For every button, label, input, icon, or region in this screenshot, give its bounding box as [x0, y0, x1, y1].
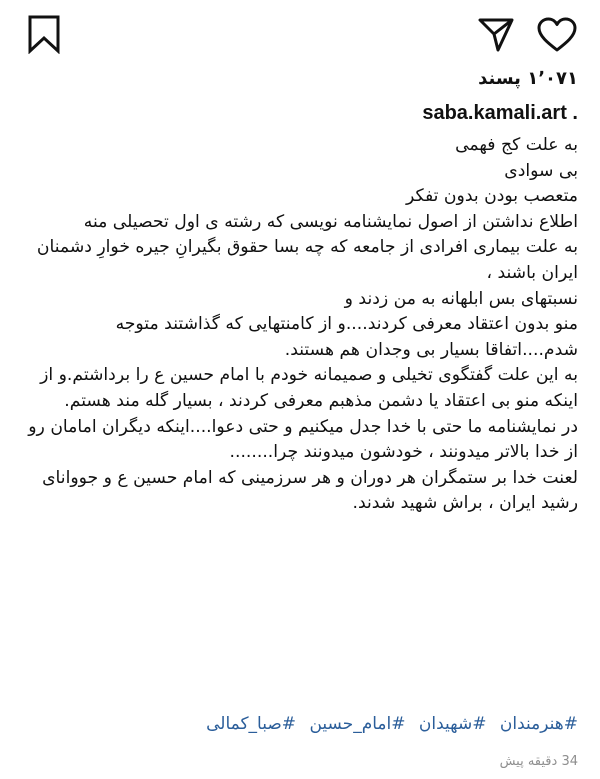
post-timestamp: 34 دقیقه پیش — [499, 754, 578, 769]
hashtag-link[interactable]: #شهیدان — [418, 714, 487, 734]
hashtag-link[interactable]: #امام_حسین — [309, 714, 406, 734]
share-icon[interactable] — [476, 14, 516, 58]
hashtag-list — [18, 714, 578, 734]
caption-line: در نمایشنامه ما حتی با خدا جدل میکنیم و حتی دعوا....اینکه دیگران امامان رو از خدا بالاتر میدونند ، خودشون میدونند چرا........ — [28, 416, 578, 463]
caption-line: به علت کج فهمی — [455, 135, 578, 155]
username[interactable]: . saba.kamali.art — [422, 102, 578, 124]
hashtag-link[interactable]: #صبا_کمالی — [206, 714, 297, 734]
post-action-bar — [0, 0, 600, 64]
caption-line: متعصب بودن بدون تفکر — [406, 186, 578, 207]
like-count[interactable]: ۱٬۰۷۱ پسند — [478, 68, 578, 89]
caption-line: لعنت خدا بر ستمگران هر دوران و هر سرزمینی که امام حسین ع و جووانای رشید ایران ، براش شهید شدند. — [42, 467, 578, 514]
caption-line: به این علت گفتگوی تخیلی و صمیمانه خودم با امام حسین ع را برداشتم.و از اینکه منو بی اعتقاد یا دشمن مذهبم معرفی کردند ، بسیار گله مند هستم. — [40, 365, 578, 411]
caption-line: منو بدون اعتقاد معرفی کردند....و از کامنتهایی که گذاشتند متوجه شدم....اتفاقا بسیار بی وجدان هم هستند. — [115, 314, 578, 360]
caption-line: بی سوادی — [504, 160, 578, 181]
caption-line: نسبتهای بس ابلهانه به من زدند و — [344, 288, 578, 309]
hashtag-link[interactable]: #هنرمندان — [499, 714, 578, 734]
caption-line: اطلاع نداشتن از اصول نمایشنامه نویسی که رشته ی اول تحصیلی منه — [83, 211, 578, 232]
bookmark-icon[interactable] — [26, 14, 62, 58]
post-caption — [18, 133, 578, 517]
like-heart-icon[interactable] — [536, 16, 578, 58]
caption-line: به علت بیماری افرادی از جامعه که چه بسا حقوق بگیرانِ جیره خوارِ دشمنان ایران باشند ، — [36, 237, 578, 283]
